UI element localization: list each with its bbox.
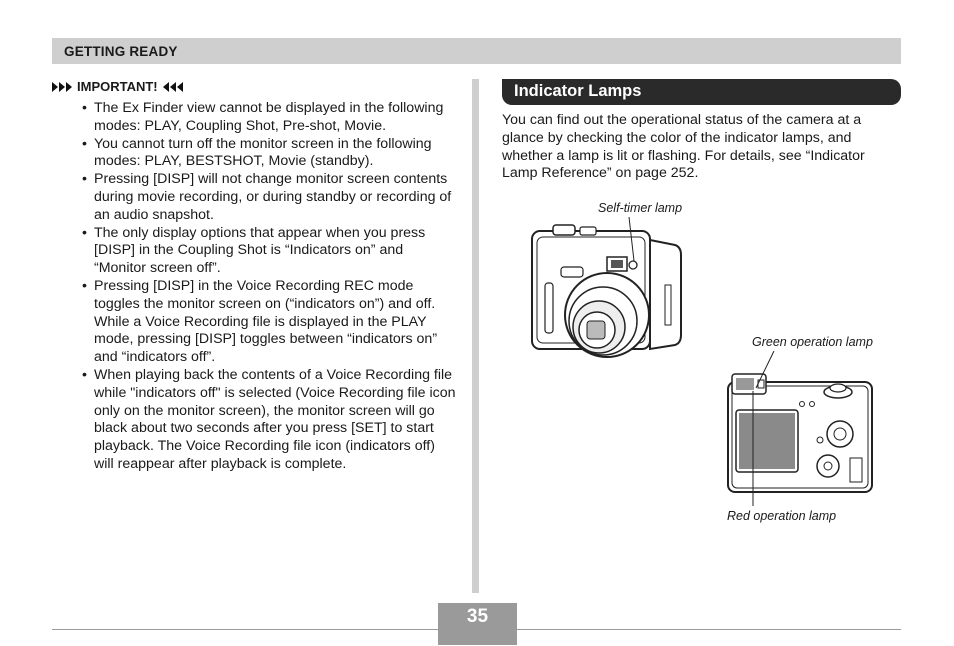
column-divider	[472, 79, 479, 593]
section-title-bar	[502, 79, 901, 105]
red-operation-lamp-label: Red operation lamp	[727, 509, 837, 523]
important-item: • Pressing [DISP] in the Voice Recording REC mode toggles the monitor screen on (“indicators on”) and off. While a Voice Recording file is displayed in the PLAY mode, pressing [DISP] toggles between “indicators on” and “indicators off”.	[82, 278, 457, 367]
self-timer-lamp-label: Self-timer lamp	[598, 201, 683, 215]
important-list	[82, 100, 457, 474]
camera-back-illustration	[722, 362, 878, 502]
section-title: Indicator Lamps	[514, 82, 642, 100]
important-item: • The only display options that appear when you press [DISP] in the Coupling Shot is “Indicators on” and “Monitor screen off”.	[82, 225, 457, 278]
arrows-left-icon	[163, 82, 183, 92]
important-item: • The Ex Finder view cannot be displayed in the following modes: PLAY, Coupling Shot, Pre-shot, Movie.	[82, 100, 457, 136]
camera-front-illustration	[525, 215, 685, 375]
important-heading	[52, 79, 183, 94]
self-timer-leader-line	[620, 215, 640, 265]
arrows-right-icon	[52, 82, 72, 92]
important-item: • When playing back the contents of a Voice Recording file while "indicators off" is selected (Voice Recording file icon only on the monitor screen), the monitor screen will go black about two seconds after you press [SET] to start playback. The Voice Recording file icon (indicators off) will reappear after playback is complete.	[82, 367, 457, 474]
green-lamp-leader-line	[752, 350, 782, 390]
red-lamp-leader-line	[748, 390, 758, 508]
page-number-box	[438, 603, 517, 645]
green-operation-lamp-label: Green operation lamp	[752, 335, 873, 349]
header-title: GETTING READY	[64, 44, 178, 59]
important-label: IMPORTANT!	[77, 79, 158, 94]
page-number: 35	[466, 606, 489, 627]
header-bar	[52, 38, 901, 64]
important-item: • You cannot turn off the monitor screen in the following modes: PLAY, BESTSHOT, Movie (standby).	[82, 136, 457, 172]
section-intro: You can find out the operational status of the camera at a glance by checking the color of the indicator lamps, and whether a lamp is lit or flashing. For details, see “Indicator Lamp Reference” on page 252.	[502, 112, 865, 182]
important-item: • Pressing [DISP] will not change monitor screen contents during movie recording, or during standby or recording of an audio snapshot.	[82, 171, 457, 224]
